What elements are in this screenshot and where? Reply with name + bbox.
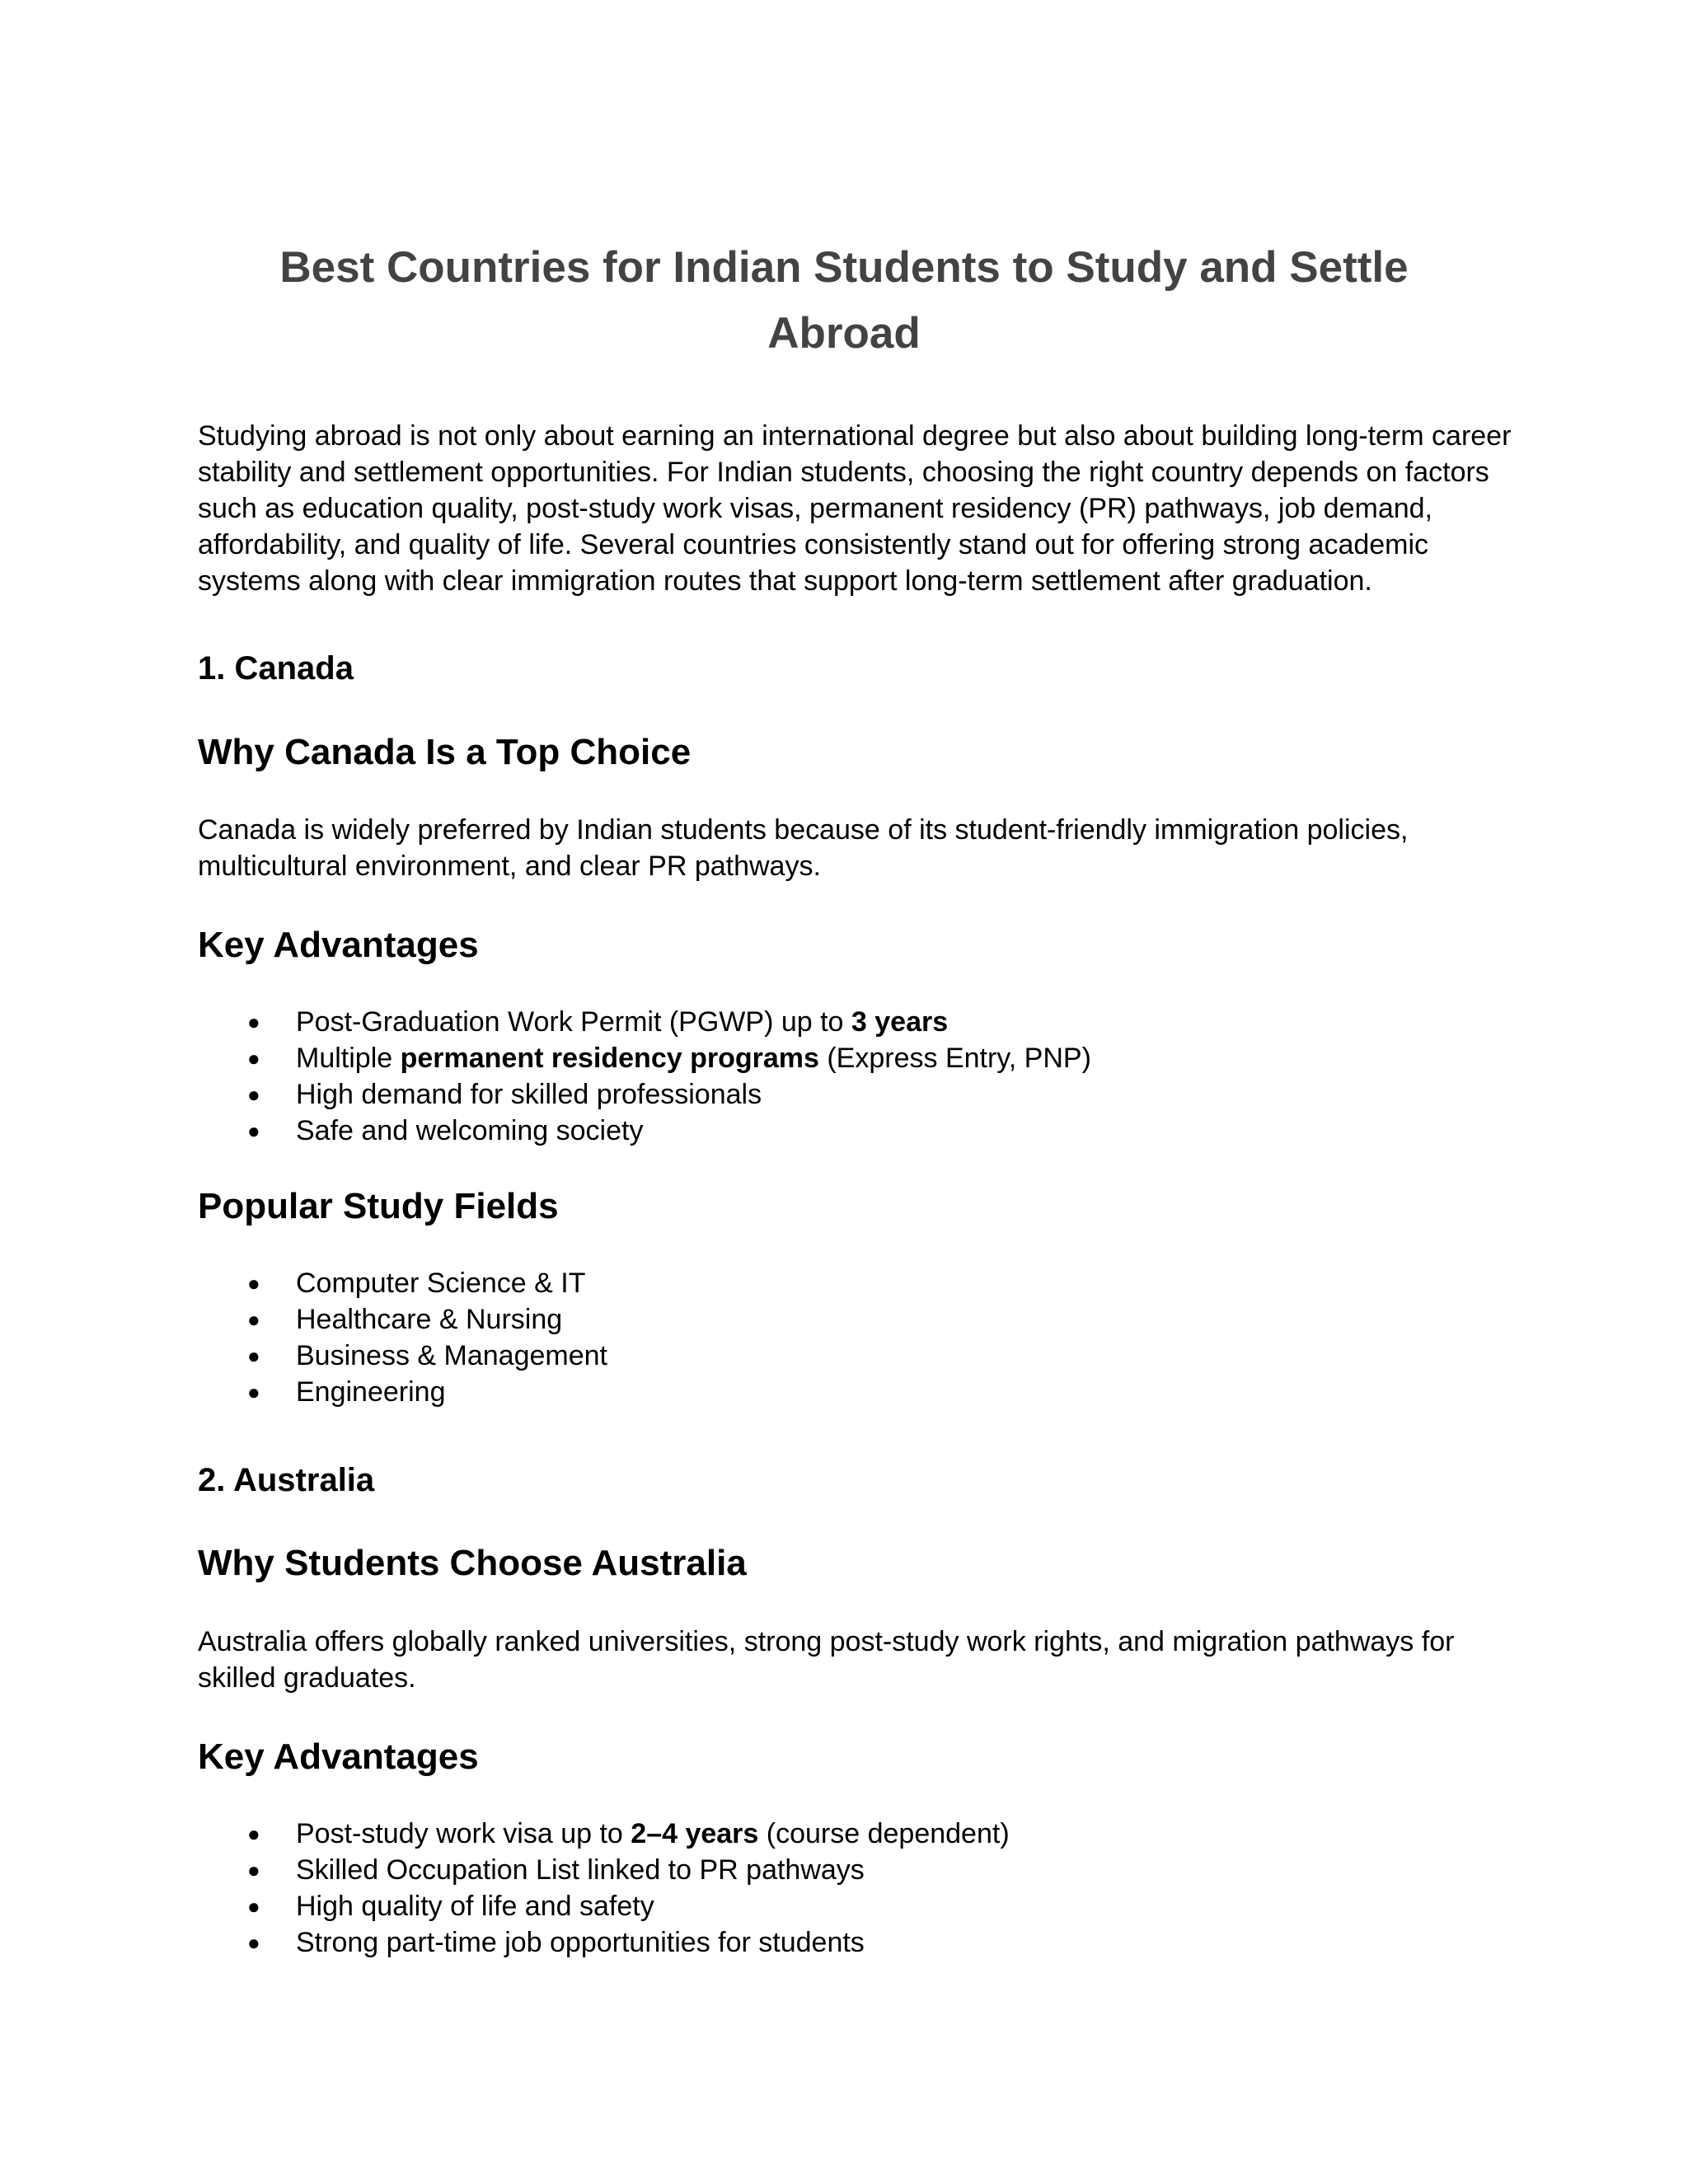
list-item: ● Safe and welcoming society — [198, 1113, 1091, 1149]
bullet-icon: ● — [247, 1930, 260, 1955]
title-line-1: Best Countries for Indian Students to Study and Settle — [279, 243, 1409, 292]
list-item: ● Strong part-time job opportunities for students — [198, 1924, 1010, 1961]
canada-why-paragraph: Canada is widely preferred by Indian students because of its student-friendly immigration policies, multicultural environment, and clear PR pathways. — [198, 814, 1409, 882]
bullet-icon: ● — [247, 1307, 260, 1332]
subheading-popular-study-fields: Popular Study Fields — [198, 1186, 559, 1226]
list-item: ● Computer Science & IT — [198, 1265, 607, 1301]
subheading-australia-key-advantages: Key Advantages — [198, 1736, 479, 1777]
list-item: ● Post-study work visa up to 2–4 years (course dependent) — [198, 1816, 1010, 1852]
list-item: ● Business & Management — [198, 1338, 607, 1374]
bullet-icon: ● — [247, 1010, 260, 1034]
list-item: ● High quality of life and safety — [198, 1888, 1010, 1924]
canada-advantages-list — [198, 1004, 1091, 1149]
subheading-why-australia: Why Students Choose Australia — [198, 1543, 747, 1583]
australia-advantages-list — [198, 1816, 1010, 1961]
list-item: ● Post-Graduation Work Permit (PGWP) up to 3 years — [198, 1004, 1091, 1040]
intro-paragraph: Studying abroad is not only about earning an international degree but also about building long-term career stability and settlement opportunities. For Indian students, choosing the right country depends on factors such as education quality, post-study work visas, permanent residency (PR) pathways, job demand, affordability, and quality of life. Several countries consistently stand out for offering strong academic systems along with clear immigration routes that support long-term settlement after graduation. — [198, 420, 1512, 597]
title-line-2: Abroad — [767, 309, 921, 358]
list-item: ● Skilled Occupation List linked to PR pathways — [198, 1852, 1010, 1888]
document-title — [198, 235, 1490, 367]
list-item: ● High demand for skilled professionals — [198, 1076, 1091, 1113]
list-item: ● Healthcare & Nursing — [198, 1301, 607, 1338]
bullet-icon: ● — [247, 1082, 260, 1107]
bullet-icon: ● — [247, 1271, 260, 1296]
australia-why-paragraph: Australia offers globally ranked universities, strong post-study work rights, and migration pathways for skilled graduates. — [198, 1626, 1455, 1694]
section-heading-canada: 1. Canada — [198, 650, 354, 687]
section-heading-australia: 2. Australia — [198, 1462, 375, 1498]
bullet-icon: ● — [247, 1046, 260, 1071]
subheading-canada-key-advantages: Key Advantages — [198, 925, 479, 965]
canada-fields-list — [198, 1265, 607, 1410]
list-item: ● Engineering — [198, 1374, 607, 1410]
bullet-icon: ● — [247, 1380, 260, 1404]
bullet-icon: ● — [247, 1894, 260, 1919]
subheading-why-canada: Why Canada Is a Top Choice — [198, 732, 692, 772]
bullet-icon: ● — [247, 1858, 260, 1882]
bullet-icon: ● — [247, 1118, 260, 1143]
bullet-icon: ● — [247, 1343, 260, 1368]
list-item: ● Multiple permanent residency programs (Express Entry, PNP) — [198, 1040, 1091, 1076]
bullet-icon: ● — [247, 1821, 260, 1846]
